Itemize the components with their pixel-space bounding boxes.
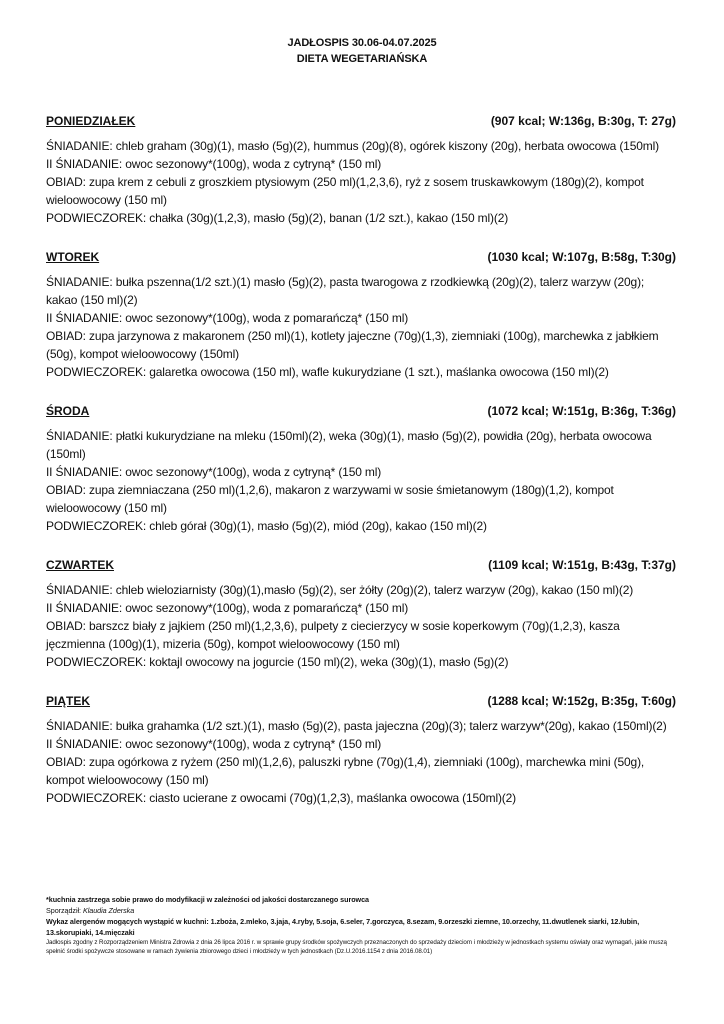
days-list xyxy=(46,113,678,807)
meal-text: chałka (30g)(1,2,3), masło (5g)(2), banan (1/2 szt.), kakao (150 ml)(2) xyxy=(146,211,509,225)
meal-text: zupa ogórkowa z ryżem (250 ml)(1,2,6), paluszki rybne (70g)(1,4), ziemniaki (100g), marchewka mini (50g), kompot wieloowocowy (150 ml) xyxy=(46,755,645,787)
meal-label: PODWIECZOREK: xyxy=(46,655,147,669)
meal-breakfast xyxy=(46,273,678,309)
meal-text: zupa jarzynowa z makaronem (250 ml)(1), kotlety jajeczne (70g)(1,3), ziemniaki (100g), marchewka z jabłkiem (50g), kompot wieloowocowy (150ml) xyxy=(46,329,659,361)
meal-text: bułka pszenna(1/2 szt.)(1) masło (5g)(2), pasta twarogowa z rzodkiewką (20g)(2), talerz warzyw (20g); kakao (150 ml)(2) xyxy=(46,275,645,307)
meal-snack xyxy=(46,789,678,807)
meal-text: płatki kukurydziane na mleku (150ml)(2), weka (30g)(1), masło (5g)(2), powidła (20g), herbata owocowa (150ml) xyxy=(46,429,652,461)
meal-snack xyxy=(46,209,678,227)
meal-label: ŚNIADANIE: xyxy=(46,583,113,597)
meal-text: bułka grahamka (1/2 szt.)(1), masło (5g)(2), pasta jajeczna (20g)(3); talerz warzyw*(20g), kakao (150ml)(2) xyxy=(112,719,667,733)
meal-text: koktajl owocowy na jogurcie (150 ml)(2), weka (30g)(1), masło (5g)(2) xyxy=(146,655,509,669)
meal-label: OBIAD: xyxy=(46,619,86,633)
meal-breakfast xyxy=(46,717,678,735)
kitchen-note: *kuchnia zastrzega sobie prawo do modyfikacji w zależności od jakości dostarczanego surowca xyxy=(46,895,369,904)
meal-label: II ŚNIADANIE: xyxy=(46,601,123,615)
meal-text: owoc sezonowy*(100g), woda z pomarańczą* (150 ml) xyxy=(122,311,409,325)
meal-text: zupa krem z cebuli z groszkiem ptysiowym (250 ml)(1,2,3,6), ryż z sosem truskawkowym (180g)(2), kompot wieloowocowy (150 ml) xyxy=(46,175,644,207)
meal-lunch xyxy=(46,173,678,209)
allergen-list: Wykaz alergenów mogących wystąpić w kuchni: 1.zboża, 2.mleko, 3.jaja, 4.ryby, 5.soja, 6.seler, 7.gorczyca, 8.sezam, 9.orzeszki ziemne, 10.orzechy, 11.dwutlenek siarki, 12.łubin, 13.skorupiaki, 14.mięczaki xyxy=(46,917,640,937)
day-nutrition: (1109 kcal; W:151g, B:43g, T:37g) xyxy=(488,558,676,572)
day-nutrition: (1030 kcal; W:107g, B:58g, T:30g) xyxy=(487,250,676,264)
meal-label: PODWIECZOREK: xyxy=(46,519,147,533)
meal-second-breakfast xyxy=(46,599,678,617)
day-name: ŚRODA xyxy=(46,404,90,418)
meal-text: owoc sezonowy*(100g), woda z cytryną* (150 ml) xyxy=(122,737,382,751)
meal-second-breakfast xyxy=(46,155,678,173)
legal-note: Jadłospis zgodny z Rozporządzeniem Ministra Zdrowia z dnia 26 lipca 2016 r. w sprawie grupy środków spożywczych przeznaczonych do sprzedaży dzieciom i młodzieży w jednostkach systemu oświaty oraz wymagań, jakie muszą spełnić środki spożywcze stosowane w ramach żywienia zbiorowego dzieci i młodzieży w tych jednostkach (Dz.U.2016.1154 z dnia 2016.08.01) xyxy=(46,939,667,955)
prepared-label: Sporządził: xyxy=(46,906,83,915)
day-header xyxy=(46,693,678,709)
meal-text: owoc sezonowy*(100g), woda z pomarańczą* (150 ml) xyxy=(122,601,409,615)
day-section-friday xyxy=(46,693,678,807)
meal-breakfast xyxy=(46,137,678,155)
meal-label: II ŚNIADANIE: xyxy=(46,737,123,751)
day-nutrition: (907 kcal; W:136g, B:30g, T: 27g) xyxy=(490,114,676,128)
meal-second-breakfast xyxy=(46,735,678,753)
meal-label: OBIAD: xyxy=(46,175,86,189)
meal-label: OBIAD: xyxy=(46,329,86,343)
prepared-name: Klaudia Zderska xyxy=(82,906,135,915)
day-name: PONIEDZIAŁEK xyxy=(46,114,136,128)
meal-label: PODWIECZOREK: xyxy=(46,365,147,379)
meal-label: ŚNIADANIE: xyxy=(46,139,113,153)
meal-text: owoc sezonowy*(100g), woda z cytryną* (150 ml) xyxy=(122,465,382,479)
day-section-wednesday xyxy=(46,403,678,535)
meal-lunch xyxy=(46,481,678,517)
menu-header xyxy=(46,36,678,67)
meal-lunch xyxy=(46,617,678,653)
meal-label: II ŚNIADANIE: xyxy=(46,157,123,171)
meal-label: ŚNIADANIE: xyxy=(46,275,113,289)
day-section-tuesday xyxy=(46,249,678,381)
meal-label: OBIAD: xyxy=(46,483,86,497)
day-nutrition: (1288 kcal; W:152g, B:35g, T:60g) xyxy=(487,694,676,708)
meal-label: ŚNIADANIE: xyxy=(46,429,113,443)
meal-breakfast xyxy=(46,581,678,599)
day-name: WTOREK xyxy=(46,250,100,264)
meal-text: chleb wieloziarnisty (30g)(1),masło (5g)(2), ser żółty (20g)(2), talerz warzyw (20g), kakao (150 ml)(2) xyxy=(112,583,634,597)
meal-second-breakfast xyxy=(46,309,678,327)
day-header xyxy=(46,557,678,573)
diet-subtitle: DIETA WEGETARIAŃSKA xyxy=(296,53,428,65)
meal-text: chleb graham (30g)(1), masło (5g)(2), hummus (20g)(8), ogórek kiszony (20g), herbata owocowa (150ml) xyxy=(112,139,659,153)
day-section-monday xyxy=(46,113,678,227)
meal-lunch xyxy=(46,753,678,789)
meal-label: II ŚNIADANIE: xyxy=(46,465,123,479)
meal-text: ciasto ucierane z owocami (70g)(1,2,3), maślanka owocowa (150ml)(2) xyxy=(146,791,517,805)
day-name: PIĄTEK xyxy=(46,694,91,708)
day-header xyxy=(46,113,678,129)
meal-label: PODWIECZOREK: xyxy=(46,211,147,225)
meal-text: barszcz biały z jajkiem (250 ml)(1,2,3,6), pulpety z ciecierzycy w sosie koperkowym (70g)(1,2,3), kasza jęczmienna (100g)(1), mizeria (50g), kompot wieloowocowy (150 ml) xyxy=(46,619,620,651)
day-section-thursday xyxy=(46,557,678,671)
meal-breakfast xyxy=(46,427,678,463)
meal-snack xyxy=(46,517,678,535)
meal-label: II ŚNIADANIE: xyxy=(46,311,123,325)
meal-snack xyxy=(46,363,678,381)
meal-label: OBIAD: xyxy=(46,755,86,769)
meal-snack xyxy=(46,653,678,671)
day-name: CZWARTEK xyxy=(46,558,114,572)
prepared-by xyxy=(46,905,678,916)
meal-lunch xyxy=(46,327,678,363)
meal-label: PODWIECZOREK: xyxy=(46,791,147,805)
footer-notes xyxy=(46,894,678,956)
meal-second-breakfast xyxy=(46,463,678,481)
meal-text: galaretka owocowa (150 ml), wafle kukurydziane (1 szt.), maślanka owocowa (150 ml)(2) xyxy=(146,365,609,379)
meal-text: zupa ziemniaczana (250 ml)(1,2,6), makaron z warzywami w sosie śmietanowym (180g)(1,2), kompot wieloowocowy (150 ml) xyxy=(46,483,614,515)
meal-label: ŚNIADANIE: xyxy=(46,719,113,733)
meal-text: owoc sezonowy*(100g), woda z cytryną* (150 ml) xyxy=(122,157,382,171)
menu-title: JADŁOSPIS 30.06-04.07.2025 xyxy=(287,37,437,49)
day-nutrition: (1072 kcal; W:151g, B:36g, T:36g) xyxy=(487,404,676,418)
meal-text: chleb górał (30g)(1), masło (5g)(2), miód (20g), kakao (150 ml)(2) xyxy=(146,519,487,533)
day-header xyxy=(46,249,678,265)
day-header xyxy=(46,403,678,419)
